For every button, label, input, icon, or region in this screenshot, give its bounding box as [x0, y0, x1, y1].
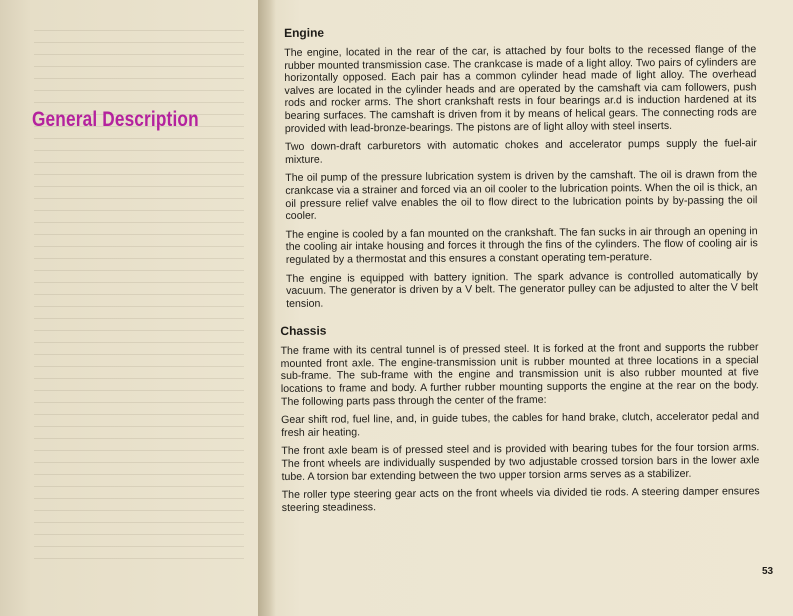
engine-paragraph-1: The engine, located in the rear of the car, is attached by four bolts to the recessed flange of the rubber mounted transmission case. The crankcase is made of a light alloy. Two pairs of cylinders are horizontally opposed. Each pair has a common cylinder head made of light alloy. The overhead valves are located in the cylinder heads and are operated by the camshaft via cam followers, push rods and rocker arms. The short crankshaft rests in four bearings ar.d is induction hardened at its bearing surfaces. The camshaft is driven from it by means of helical gears. The connecting rods are provided with lead-bronze-bearings. The pistons are of light alloy with steel inserts.: [284, 43, 757, 135]
engine-heading: Engine: [283, 25, 325, 40]
engine-paragraph-2: Two down-draft carburetors with automatic chokes and accelerator pumps supply the fuel-air mixture.: [284, 137, 757, 166]
section-title: General Description: [32, 108, 199, 131]
page-number: 53: [762, 566, 774, 577]
engine-paragraph-5: The engine is equipped with battery ignition. The spark advance is controlled automatically by vacuum. The generator is driven by a V belt. The generator pulley can be adjusted to alter the V belt tension.: [285, 268, 759, 310]
left-page: [0, 0, 258, 616]
text-column: [278, 22, 760, 520]
chassis-heading: Chassis: [280, 323, 327, 339]
engine-paragraph-3: The oil pump of the pressure lubrication system is driven by the camshaft. The oil is drawn from the crankcase via a strainer and forced via an oil cooler to the lubrication points. When the oil is thick, an oil pressure relief valve enables the oil to flow direct to the lubrication points by by-passing the oil cooler.: [285, 168, 758, 223]
engine-paragraph-4: The engine is cooled by a fan mounted on the crankshaft. The fan sucks in air through an opening in the cooling air intake housing and forces it through the fins of the cylinders. The flow of cooling air is regulated by a thermostat and this ensures a constant operating tem-perature.: [285, 224, 758, 266]
chassis-paragraph-3: The front axle beam is of pressed steel and is provided with bearing tubes for the four torsion arms. The front wheels are individually suspended by two adjustable crossed torsion bars in the lower axle tube. A torsion bar extending between the two upper torsion arms serves as a stabilizer.: [281, 441, 760, 483]
chassis-paragraph-4: The roller type steering gear acts on the front wheels via divided tie rods. A steering damper ensures steering steadiness.: [281, 485, 760, 514]
chassis-paragraph-2: Gear shift rod, fuel line, and, in guide tubes, the cables for hand brake, clutch, accelerator pedal and fresh air heating.: [281, 410, 760, 439]
book-gutter: [258, 0, 276, 616]
chassis-paragraph-1: The frame with its central tunnel is of pressed steel. It is forked at the front and supports the rubber mounted front axle. The engine-transmission unit is rubber mounted at three locations in a special sub-frame. The sub-frame with the engine and transmission unit is also rubber mounted at five locations to frame and body. A further rubber mounting supports the engine at the rear on the body. The following parts pass through the center of the frame:: [280, 341, 759, 408]
